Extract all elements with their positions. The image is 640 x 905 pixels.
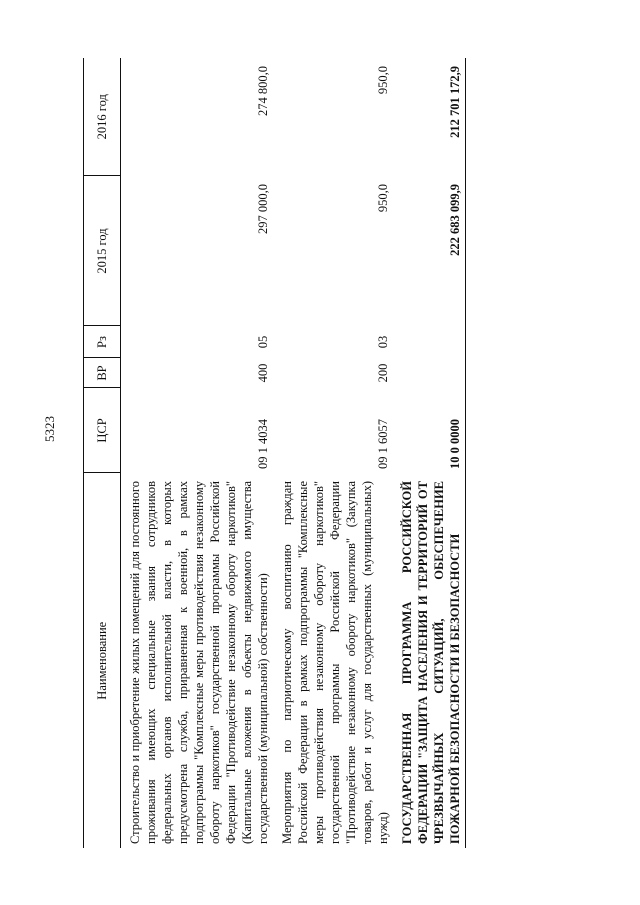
header-csr: ЦСР — [84, 388, 121, 473]
header-name: Наименование — [84, 473, 121, 848]
budget-table — [83, 58, 466, 848]
row-csr: 10 0 0000 — [393, 388, 466, 473]
row-rz: 03 — [376, 335, 390, 349]
row-2015: 297 000,0 — [256, 184, 270, 234]
header-2016: 2016 год — [84, 58, 121, 176]
row-vr — [393, 358, 466, 388]
row-rz — [393, 326, 466, 358]
row-vr: 200 — [376, 363, 390, 383]
row-2016: 274 800,0 — [256, 66, 270, 116]
page-number: 5323 — [42, 416, 57, 442]
rotated-page — [83, 58, 618, 848]
table-row — [273, 58, 393, 848]
row-2016: 950,0 — [376, 66, 390, 95]
table-row — [121, 58, 274, 848]
row-rz: 05 — [256, 335, 270, 349]
table-row — [393, 58, 466, 848]
row-name: Мероприятия по патриотическому воспитанию граждан Российской Федерации в рамках подпрограммы "Комплексные меры противодействия незаконному обороту наркотиков" государственной программы Российской Федерации "Противодействие незаконному обороту наркотиков" (Закупка товаров, работ и услуг для государственных (муниципальных) нужд) — [280, 481, 390, 844]
table-header-row — [84, 58, 121, 848]
row-csr: 09 1 4034 — [256, 419, 270, 469]
header-vr: ВР — [84, 358, 121, 388]
row-vr: 400 — [256, 363, 270, 383]
row-2016: 212 701 172,9 — [393, 58, 466, 176]
row-name: Строительство и приобретение жилых помещений для постоянного проживания имеющих специальные звания сотрудников федеральных органов исполнительной власти, в которых предусмотрена служба, приравненная к военной, в рамках подпрограммы "Комплексные меры противодействия незаконному обороту наркотиков" государственной программы Российской Федерации "Противодействие незаконному обороту наркотиков" (Капитальные вложения в объекты недвижимого имущества государственной (муниципальной) собственности) — [128, 481, 270, 844]
row-name: ГОСУДАРСТВЕННАЯ ПРОГРАММА РОССИЙСКОЙ ФЕДЕРАЦИИ "ЗАЩИТА НАСЕЛЕНИЯ И ТЕРРИТОРИЙ ОТ ЧРЕЗВЫЧАЙНЫХ СИТУАЦИЙ, ОБЕСПЕЧЕНИЕ ПОЖАРНОЙ БЕЗОПАСНОСТИ И БЕЗОПАСНОСТИ — [393, 473, 466, 848]
header-2015: 2015 год — [84, 176, 121, 326]
header-rz: Рз — [84, 326, 121, 358]
row-csr: 09 1 6057 — [376, 419, 390, 469]
row-2015: 950,0 — [376, 184, 390, 213]
row-2015: 222 683 099,9 — [393, 176, 466, 326]
